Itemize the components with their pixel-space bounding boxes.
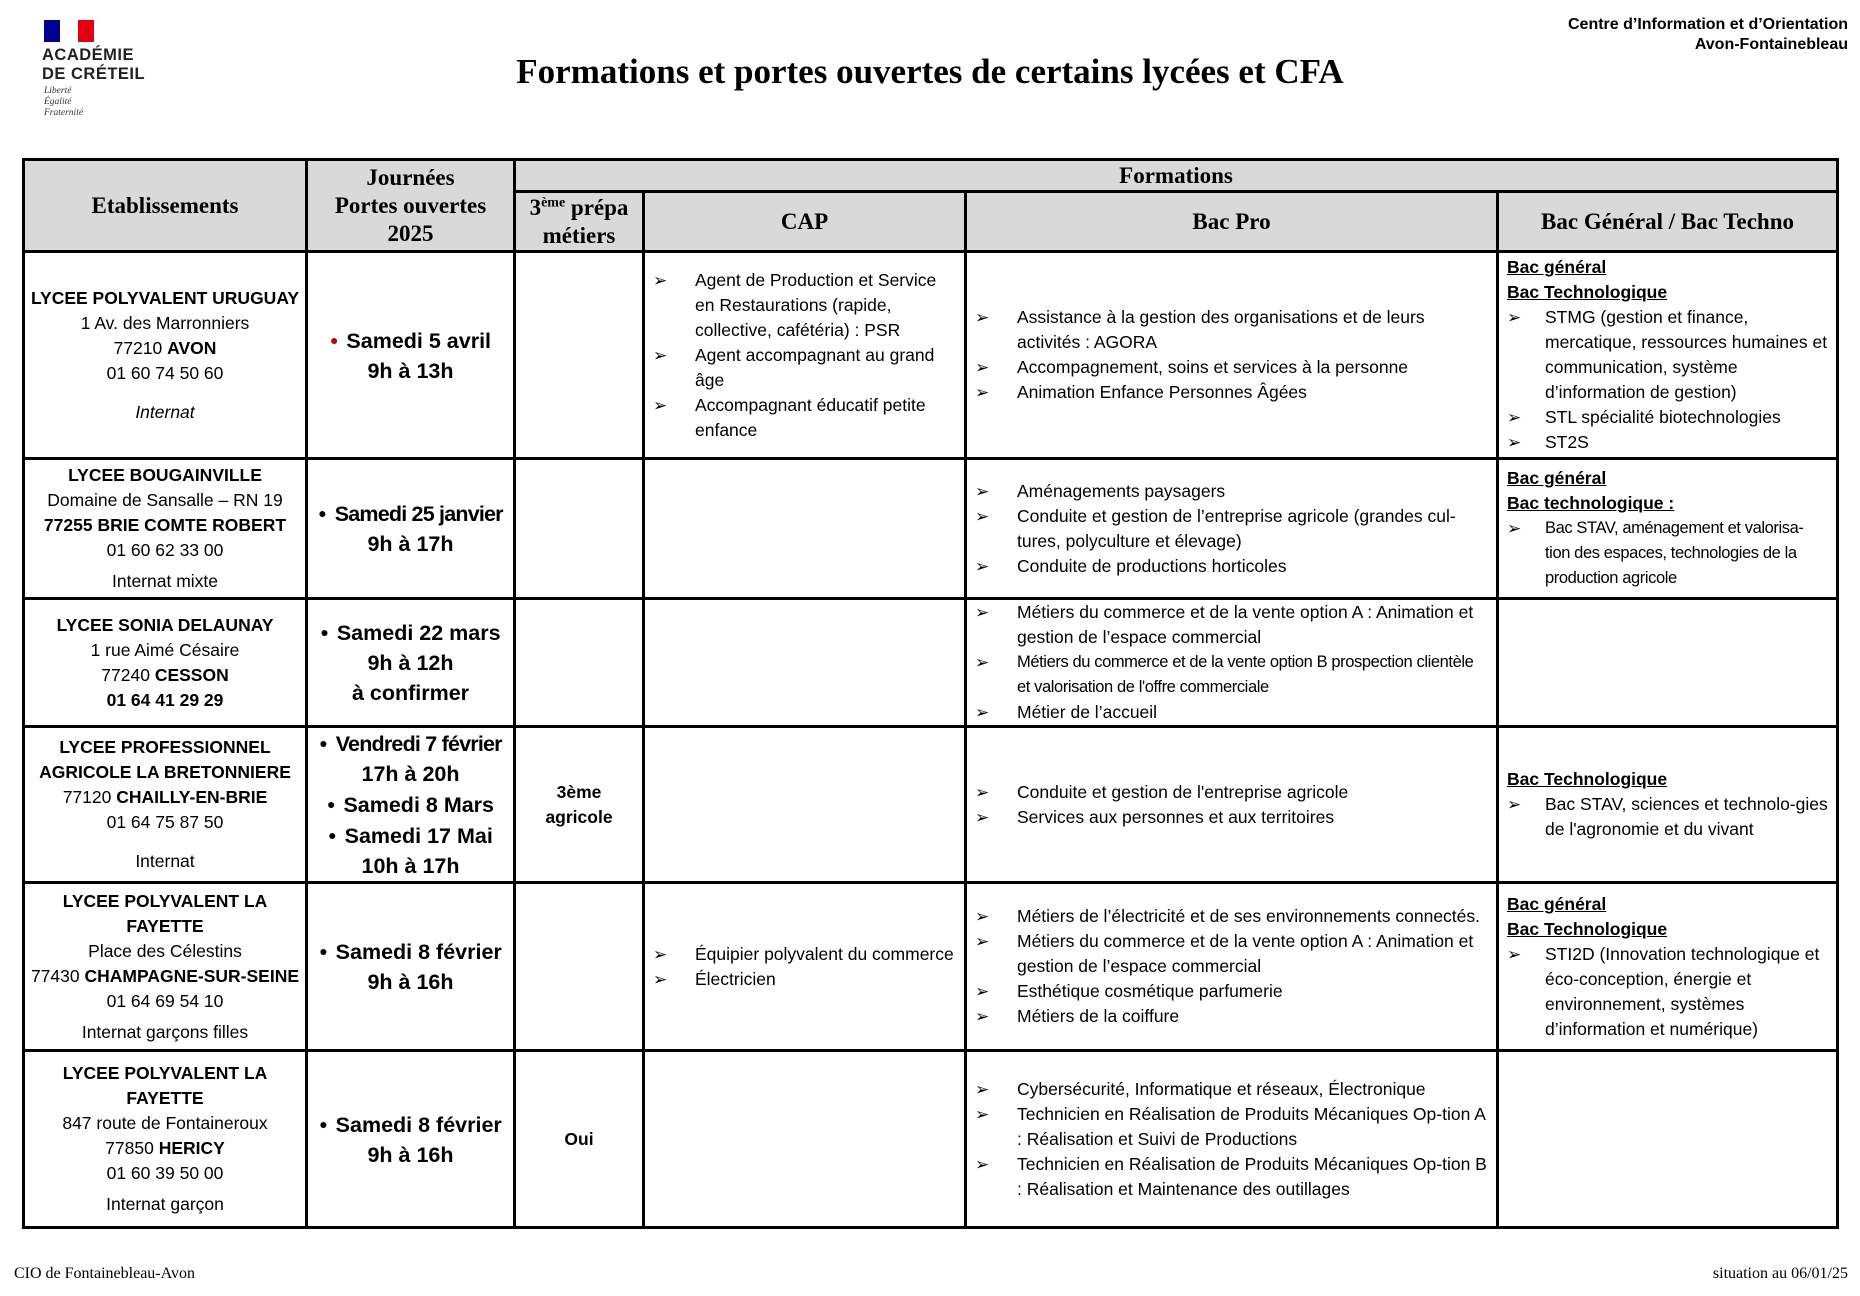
col-header-bacpro: Bac Pro [966, 192, 1498, 252]
list-item-text: Accompagnant éducatif petite enfance [695, 394, 926, 440]
dot-icon: ● [328, 827, 337, 843]
list-item [1507, 792, 1828, 842]
list-item [975, 929, 1488, 979]
jpo-cell [307, 883, 515, 1051]
col-header-bacgen: Bac Général / Bac Techno [1498, 192, 1838, 252]
list-item [975, 305, 1488, 355]
establishment-address: 847 route de Fontaineroux [62, 1113, 268, 1133]
establishment-address: Place des Célestins [88, 940, 242, 961]
chevron-arrow-icon: ➢ [975, 807, 990, 827]
jpo-time: 17h à 20h [361, 762, 460, 786]
chevron-arrow-icon: ➢ [975, 1079, 990, 1099]
bacgen-cell [1498, 883, 1838, 1051]
table-row [24, 1051, 1838, 1228]
jpo-note: à confirmer [351, 681, 470, 705]
establishment-cell [24, 883, 307, 1051]
list-item-text: Bac STAV, sciences et technolo-gies de l'agronomie et du vivant [1545, 794, 1828, 839]
chevron-arrow-icon: ➢ [975, 481, 990, 501]
jpo-date [312, 789, 509, 820]
establishment-name: LYCEE BOUGAINVILLE [68, 465, 262, 485]
establishment-city [29, 336, 301, 361]
cap-cell [644, 252, 966, 459]
list-item [975, 1102, 1488, 1152]
establishment-phone: 01 64 69 54 10 [106, 990, 224, 1011]
chevron-arrow-icon: ➢ [1507, 433, 1522, 452]
bac-general-title: Bac général [1507, 893, 1607, 914]
bac-techno-title: Bac Technologique [1507, 769, 1668, 789]
list-item [975, 805, 1488, 830]
chevron-arrow-icon: ➢ [975, 932, 990, 951]
logo-academy-name: ACADÉMIE DE CRÉTEIL [42, 46, 146, 83]
list-item-text: ST2S [1545, 432, 1589, 452]
cio-header-line2: Avon-Fontainebleau [1694, 36, 1848, 53]
cap-cell [644, 883, 966, 1051]
chevron-arrow-icon: ➢ [653, 395, 668, 415]
jpo-time: 9h à 17h [367, 532, 454, 556]
chevron-arrow-icon: ➢ [975, 383, 990, 402]
jpo-date [312, 728, 509, 759]
cap-cell [644, 1051, 966, 1228]
list-item-text: Conduite et gestion de l'entreprise agricole [1017, 781, 1349, 802]
chevron-arrow-icon: ➢ [975, 1154, 990, 1174]
city-name: CHAILLY-EN-BRIE [116, 787, 268, 807]
list-item-text: Animation Enfance Personnes Âgées [1017, 382, 1307, 402]
jpo-time: 9h à 13h [367, 358, 454, 383]
chevron-arrow-icon: ➢ [1507, 308, 1522, 327]
table-row [24, 599, 1838, 727]
list-item [975, 380, 1488, 405]
chevron-arrow-icon: ➢ [1507, 408, 1522, 427]
cap-list [645, 262, 964, 449]
chevron-arrow-icon: ➢ [975, 1007, 990, 1026]
dot-icon: ● [320, 624, 329, 640]
city-name: AVON [167, 337, 217, 358]
establishment-cell [24, 252, 307, 459]
chevron-arrow-icon: ➢ [653, 345, 668, 365]
list-item [975, 479, 1488, 504]
establishment-name: LYCEE POLYVALENT LA [62, 890, 268, 911]
establishment-address: 1 rue Aimé Césaire [90, 639, 240, 660]
city-name: HERICY [158, 1138, 225, 1158]
col-header-jpo-line: 2025 [387, 220, 434, 246]
dot-icon: ● [319, 943, 328, 959]
prepa-word: prépa [565, 194, 629, 220]
jpo-date-text: Samedi 25 janvier [334, 502, 503, 526]
bacgen-list [1507, 516, 1828, 591]
establishment-city [29, 964, 301, 989]
list-item [653, 942, 956, 967]
bacgen-cell [1498, 727, 1838, 883]
dot-icon: ● [319, 1115, 328, 1132]
bac-general-title: Bac général [1507, 468, 1607, 488]
dot-icon: ● [326, 796, 336, 812]
list-item-text: Aménagements paysagers [1017, 480, 1226, 501]
table-row [24, 459, 1838, 599]
marianne-flag-icon [44, 20, 94, 42]
list-item-text: Agent accompagnant au grand âge [695, 344, 935, 390]
list-item-text: Technicien en Réalisation de Produits Mécaniques Op-tion B : Réalisation et Maintenance des outillages [1017, 1153, 1487, 1199]
chevron-arrow-icon: ➢ [653, 944, 668, 964]
logo-motto: Liberté Égalité Fraternité [44, 86, 84, 118]
list-item-text: Métiers du commerce et de la vente option A : Animation et gestion de l’espace commercial [1017, 602, 1474, 647]
jpo-time: 9h à 16h [367, 1142, 454, 1167]
jpo-date-text: Samedi 17 Mai [344, 824, 493, 848]
establishment-address: 1 Av. des Marronniers [80, 312, 250, 333]
jpo-time: 9h à 12h [367, 651, 454, 675]
jpo-date [312, 325, 509, 356]
list-item [653, 343, 956, 393]
cio-header [1568, 15, 1848, 55]
formations-table [22, 158, 1839, 1229]
jpo-date [312, 936, 509, 967]
jpo-date-text: Samedi 5 avril [346, 328, 492, 353]
establishment-cell [24, 727, 307, 883]
list-item [653, 393, 956, 443]
bacgen-cell [1498, 1051, 1838, 1228]
bacpro-cell [966, 883, 1498, 1051]
jpo-cell [307, 599, 515, 727]
cio-header-line1: Centre d’Information et d’Orientation [1567, 16, 1848, 33]
jpo-cell [307, 727, 515, 883]
establishment-internat: Internat [135, 401, 195, 422]
jpo-cell [307, 1051, 515, 1228]
jpo-date [312, 820, 509, 851]
establishment-name: LYCEE PROFESSIONNEL [59, 737, 271, 757]
establishment-address: Domaine de Sansalle – RN 19 [47, 490, 283, 510]
chevron-arrow-icon: ➢ [975, 782, 990, 802]
bacpro-list [967, 600, 1496, 725]
postal-code: 77240 [101, 664, 155, 685]
list-item-text: Esthétique cosmétique parfumerie [1017, 981, 1283, 1001]
chevron-arrow-icon: ➢ [653, 969, 668, 989]
chevron-arrow-icon: ➢ [653, 270, 668, 290]
list-item-text: STMG (gestion et finance, mercatique, ressources humaines et communication, système d’information de gestion) [1545, 307, 1828, 402]
prepa-metiers: métiers [542, 222, 616, 248]
bacgen-list [1507, 305, 1828, 455]
chevron-arrow-icon: ➢ [975, 506, 990, 526]
chevron-arrow-icon: ➢ [975, 358, 990, 377]
chevron-arrow-icon: ➢ [975, 1104, 990, 1124]
footer-cio: CIO de Fontainebleau-Avon [14, 1265, 195, 1282]
jpo-date [312, 617, 509, 648]
table-row [24, 252, 1838, 459]
cap-cell [644, 599, 966, 727]
prepa-cell [515, 727, 644, 883]
prepa-cell [515, 883, 644, 1051]
list-item-text: Accompagnement, soins et services à la personne [1017, 357, 1409, 377]
bacpro-list [967, 1071, 1496, 1208]
list-item [975, 700, 1488, 725]
postal-code: 77850 [105, 1138, 159, 1158]
bac-general-title: Bac général [1507, 257, 1607, 277]
col-header-formations: Formations [515, 160, 1838, 192]
bacpro-cell [966, 599, 1498, 727]
prepa-text: 3ème [556, 781, 602, 802]
establishment-name: FAYETTE [126, 1088, 204, 1108]
list-item-text: Équipier polyvalent du commerce [695, 943, 954, 964]
list-item [975, 780, 1488, 805]
header-row-1 [24, 160, 1838, 192]
chevron-arrow-icon: ➢ [975, 603, 990, 622]
jpo-date [312, 498, 509, 529]
postal-code: 77430 [30, 965, 85, 986]
cap-cell [644, 727, 966, 883]
list-item-text: STL spécialité biotechnologies [1545, 407, 1781, 427]
list-item [975, 1152, 1488, 1202]
prepa-number: 3 [529, 194, 542, 220]
bac-techno-title: Bac technologique : [1507, 493, 1675, 513]
list-item [1507, 430, 1828, 455]
establishment-internat: Internat garçons filles [81, 1021, 249, 1042]
chevron-arrow-icon: ➢ [1507, 795, 1522, 814]
bacpro-cell [966, 252, 1498, 459]
list-item [653, 268, 956, 343]
list-item-text: Conduite et gestion de l’entreprise agricole (grandes cul-tures, polyculture et élevage) [1017, 505, 1456, 551]
table-row [24, 883, 1838, 1051]
chevron-arrow-icon: ➢ [975, 982, 990, 1001]
postal-code: 77210 [113, 337, 168, 358]
col-header-jpo [307, 160, 515, 252]
list-item [975, 355, 1488, 380]
chevron-arrow-icon: ➢ [975, 653, 989, 672]
establishment-internat: Internat [135, 851, 195, 871]
establishment-city [29, 1136, 301, 1161]
chevron-arrow-icon: ➢ [975, 703, 990, 722]
list-item [975, 979, 1488, 1004]
chevron-arrow-icon: ➢ [975, 556, 990, 576]
establishment-city: 77255 BRIE COMTE ROBERT [43, 515, 287, 535]
list-item [1507, 942, 1828, 1042]
col-header-prepa [515, 192, 644, 252]
dot-icon: ● [319, 735, 328, 751]
jpo-date-text: Vendredi 7 février [335, 732, 502, 756]
bacpro-cell [966, 727, 1498, 883]
list-item [1507, 516, 1828, 591]
establishment-name: FAYETTE [126, 915, 204, 936]
jpo-date-text: Samedi 8 février [335, 940, 502, 964]
chevron-arrow-icon: ➢ [975, 308, 990, 327]
bacpro-list [967, 774, 1496, 836]
jpo-date-text: Samedi 8 Mars [343, 793, 495, 817]
establishment-cell [24, 459, 307, 599]
chevron-arrow-icon: ➢ [975, 907, 990, 926]
establishment-cell [24, 599, 307, 727]
bacgen-cell [1498, 252, 1838, 459]
prepa-sup: ème [541, 194, 566, 210]
bac-techno-title: Bac Technologique [1507, 282, 1668, 302]
jpo-cell [307, 459, 515, 599]
city-name: CHAMPAGNE-SUR-SEINE [84, 965, 300, 986]
bacpro-list [967, 898, 1496, 1035]
jpo-cell [307, 252, 515, 459]
list-item-text: Métier de l’accueil [1017, 702, 1158, 722]
prepa-cell: Oui [515, 1051, 644, 1228]
list-item [975, 504, 1488, 554]
bacpro-list [967, 473, 1496, 585]
page-title: Formations et portes ouvertes de certains lycées et CFA [516, 52, 1344, 91]
establishment-name: AGRICOLE LA BRETONNIERE [39, 762, 291, 782]
chevron-arrow-icon: ➢ [1507, 944, 1522, 964]
col-header-establishments: Etablissements [24, 160, 307, 252]
establishment-phone: 01 64 75 87 50 [106, 812, 224, 832]
establishment-name: LYCEE SONIA DELAUNAY [56, 614, 274, 635]
bacgen-list [1507, 942, 1828, 1042]
cap-list [645, 936, 964, 998]
list-item [975, 1077, 1488, 1102]
bac-techno-title: Bac Technologique [1507, 918, 1668, 939]
list-item [975, 904, 1488, 929]
bacpro-list [967, 299, 1496, 411]
list-item-text: Métiers de l’électricité et de ses environnements connectés. [1017, 906, 1481, 926]
footer-date: situation au 06/01/25 [1712, 1265, 1848, 1282]
prepa-cell [515, 252, 644, 459]
col-header-jpo-line: Portes ouvertes [334, 192, 487, 218]
establishment-phone: 01 64 41 29 29 [106, 689, 224, 710]
establishment-phone: 01 60 39 50 00 [106, 1163, 224, 1183]
list-item [975, 1004, 1488, 1029]
jpo-time: 9h à 16h [367, 970, 454, 994]
postal-code: 77120 [62, 787, 117, 807]
list-item [1507, 405, 1828, 430]
bacgen-cell [1498, 599, 1838, 727]
prepa-cell [515, 459, 644, 599]
establishment-city [29, 785, 301, 810]
list-item [653, 967, 956, 992]
col-header-jpo-line: Journées [366, 164, 455, 190]
list-item-text: Services aux personnes et aux territoires [1017, 806, 1335, 827]
establishment-internat: Internat mixte [111, 571, 219, 591]
list-item-text: Technicien en Réalisation de Produits Mécaniques Op-tion A : Réalisation et Suivi de Productions [1017, 1103, 1485, 1149]
prepa-text: agricole [545, 806, 613, 827]
chevron-arrow-icon: ➢ [1507, 519, 1521, 538]
jpo-time: 10h à 17h [361, 854, 460, 878]
establishment-name: LYCEE POLYVALENT LA [62, 1063, 268, 1083]
list-item [975, 600, 1488, 650]
bacpro-cell [966, 459, 1498, 599]
list-item-text: STI2D (Innovation technologique et éco-conception, énergie et environnement, systèmes d’information et numérique) [1545, 943, 1820, 1039]
list-item-text: Agent de Production et Service en Restaurations (rapide, collective, cafétéria) : PSR [695, 269, 937, 340]
list-item-text: Cybersécurité, Informatique et réseaux, Électronique [1017, 1078, 1426, 1099]
list-item-text: Électricien [695, 968, 776, 989]
establishment-internat: Internat garçon [106, 1194, 224, 1214]
list-item [975, 554, 1488, 579]
table-row [24, 727, 1838, 883]
prepa-cell [515, 599, 644, 727]
dot-icon: ● [329, 331, 339, 348]
bacgen-list [1507, 792, 1828, 842]
bacgen-cell [1498, 459, 1838, 599]
list-item [975, 650, 1488, 700]
list-item-text: Conduite de productions horticoles [1017, 555, 1287, 576]
jpo-date-text: Samedi 22 mars [336, 621, 501, 645]
establishment-phone: 01 60 62 33 00 [106, 540, 224, 560]
establishment-name: LYCEE POLYVALENT URUGUAY [30, 287, 300, 308]
list-item-text: Bac STAV, aménagement et valorisa-tion des espaces, technologies de la production agricole [1545, 519, 1804, 587]
list-item-text: Métiers du commerce et de la vente option A : Animation et gestion de l’espace commercial [1017, 931, 1474, 976]
city-name: CESSON [154, 664, 229, 685]
list-item-text: Métiers du commerce et de la vente option B prospection clientèle et valorisation de l'offre commerciale [1017, 653, 1474, 696]
jpo-date [312, 1109, 509, 1140]
establishment-phone: 01 60 74 50 60 [106, 362, 224, 383]
dot-icon: ● [318, 505, 327, 521]
cap-cell [644, 459, 966, 599]
establishment-cell [24, 1051, 307, 1228]
bacpro-cell [966, 1051, 1498, 1228]
jpo-date-text: Samedi 8 février [335, 1112, 502, 1137]
list-item-text: Métiers de la coiffure [1017, 1006, 1180, 1026]
list-item [1507, 305, 1828, 405]
establishment-city [29, 663, 301, 688]
list-item-text: Assistance à la gestion des organisations et de leurs activités : AGORA [1017, 307, 1425, 352]
col-header-cap: CAP [644, 192, 966, 252]
